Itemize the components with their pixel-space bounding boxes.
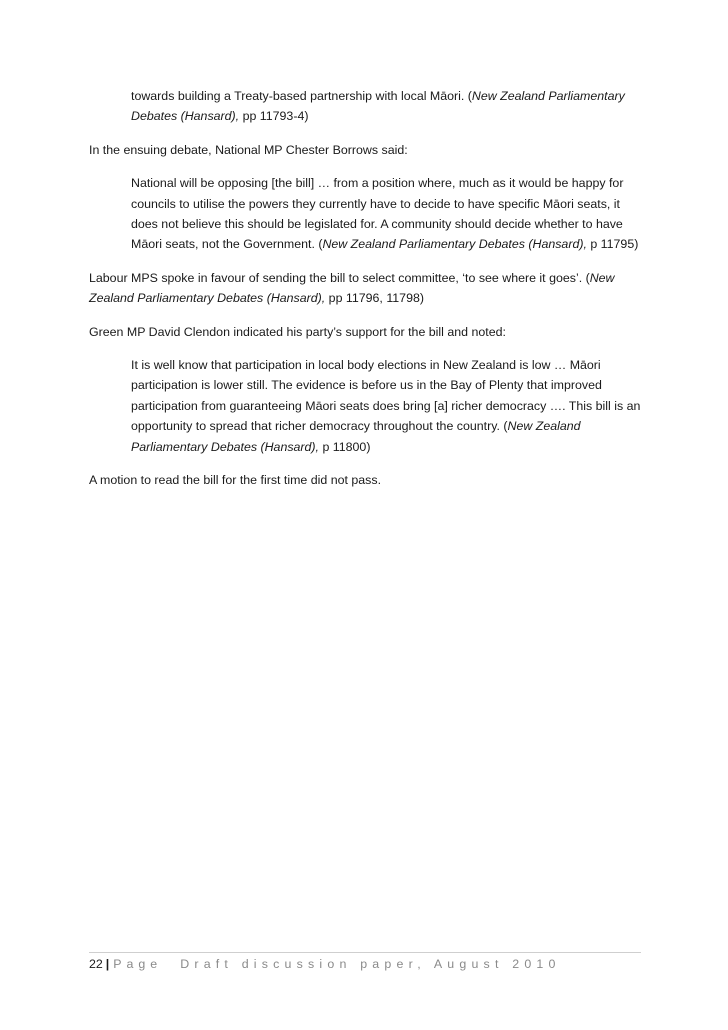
quote-text: towards building a Treaty-based partnership with local Māori. ( xyxy=(131,89,472,103)
citation-pages: pp 11796, 11798) xyxy=(325,291,424,306)
document-title: Draft discussion paper, August 2010 xyxy=(180,957,561,971)
page-label: Page xyxy=(113,957,163,971)
paragraph xyxy=(89,140,641,160)
paragraph-text: In the ensuing debate, National MP Chester Borrows said: xyxy=(89,142,408,157)
citation-pages: pp 11793-4) xyxy=(239,109,309,124)
paragraph-text: Labour MPS spoke in favour of sending the bill to select committee, ‘to see where it goes’. ( xyxy=(89,270,590,285)
citation-source: New Zealand Parliamentary Debates (Hansard), xyxy=(322,237,587,252)
quote-block xyxy=(89,173,641,255)
footer-separator: | xyxy=(105,957,110,971)
paragraph xyxy=(89,322,641,342)
paragraph xyxy=(89,470,641,490)
paragraph-text: A motion to read the bill for the first time did not pass. xyxy=(89,473,382,488)
quote-block xyxy=(89,86,641,127)
quote-block xyxy=(89,355,641,457)
quote-text: It is well know that participation in local body elections in New Zealand is low … Māori participation is lower still. The evidence is before us in the Bay of Plenty that improved participation from guaranteeing Māori seats does bring [a] richer democracy …. This bill is an opportunity to spread that richer democracy throughout the country. ( xyxy=(131,358,641,434)
paragraph xyxy=(89,268,641,309)
body-text xyxy=(89,86,641,504)
citation-source: New Zealand Parliamentary Debates (Hansard), xyxy=(131,419,581,454)
citation-source: New Zealand Parliamentary Debates (Hansard), xyxy=(89,270,615,306)
quote-text: National will be opposing [the bill] … from a position where, much as it would be happy for councils to utilise the powers they currently have to decide to have specific Māori seats, it does not believe this should be legislated for. A community should decide whether to have Māori seats, not the Government. ( xyxy=(131,176,624,252)
citation-pages: p 11795) xyxy=(586,237,639,252)
page-footer xyxy=(89,952,641,977)
citation-pages: p 11800) xyxy=(319,439,371,454)
citation-source: New Zealand Parliamentary Debates (Hansard), xyxy=(131,89,625,124)
page-number: 22 xyxy=(89,957,103,971)
paragraph-text: Green MP David Clendon indicated his party’s support for the bill and noted: xyxy=(89,324,506,339)
